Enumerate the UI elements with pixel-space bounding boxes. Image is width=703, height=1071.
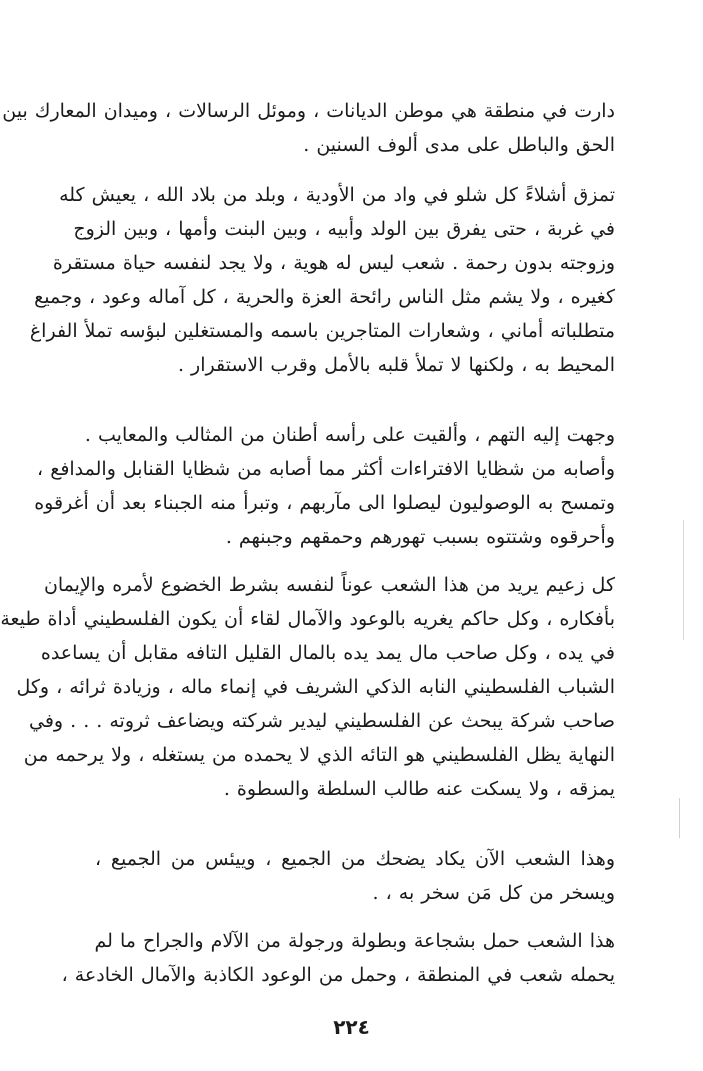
text-line: وأصابه من شظايا الافتراءات أكثر مما أصابه من شظايا القنابل والمدافع ، (37, 458, 615, 480)
text-line: النهاية يظل الفلسطيني هو التائه الذي لا يحمده من يستغله ، ولا يرحمه من (23, 744, 615, 766)
text-line: وزوجته بدون رحمة . شعب ليس له هوية ، ولا يجد لنفسه حياة مستقرة (52, 252, 615, 274)
text-line: كل زعيم يريد من هذا الشعب عوناً لنفسه بشرط الخضوع لأمره والإيمان (43, 574, 615, 596)
text-line: متطلباته أماني ، وشعارات المتاجرين باسمه والمستغلين لبؤسه تملأ الفراغ (29, 320, 615, 342)
text-line: وجهت إليه التهم ، وألقيت على رأسه أطنان من المثالب والمعايب . (84, 424, 615, 446)
text-line: صاحب شركة يبحث عن الفلسطيني ليدير شركته ويضاعف ثروته . . . وفي (29, 710, 615, 732)
paragraph-6 (61, 924, 615, 992)
text-line: بأفكاره ، وكل حاكم يغريه بالوعود والآمال لقاء أن يكون الفلسطيني أداة طيعة (0, 608, 615, 630)
text-line: وأحرقوه وشتتوه بسبب تهورهم وحمقهم وجبنهم . (225, 526, 615, 548)
text-line: الشباب الفلسطيني النابه الذكي الشريف في إنماء ماله ، وزيادة ثرائه ، وكل (16, 676, 615, 698)
text-line: دارت في منطقة هي موطن الديانات ، وموئل الرسالات ، وميدان المعارك بين (2, 100, 615, 122)
text-line: في غربة ، حتى يفرق بين الولد وأبيه ، وبين البنت وأمها ، وبين الزوج (73, 218, 615, 240)
text-line: ويسخر من كل مَن سخر به ، . (372, 882, 615, 904)
text-line: وهذا الشعب الآن يكاد يضحك من الجميع ، وييئس من الجميع ، (95, 848, 615, 870)
paragraph-4 (0, 568, 615, 806)
text-line: كغيره ، ولا يشم مثل الناس رائحة العزة والحرية ، كل آماله وعود ، وجميع (34, 286, 615, 308)
text-line: تمزق أشلاءً كل شلو في واد من الأودية ، وبلد من بلاد الله ، يعيش كله (59, 184, 615, 206)
page-number: ٢٢٤ (333, 1015, 370, 1039)
text-line: يحمله شعب في المنطقة ، وحمل من الوعود الكاذبة والآمال الخادعة ، (61, 964, 615, 986)
text-line: هذا الشعب حمل بشجاعة وبطولة ورجولة من الآلام والجراح ما لم (94, 930, 615, 952)
margin-scan-mark (683, 520, 684, 640)
margin-scan-mark (679, 798, 680, 838)
paragraph-1 (2, 94, 615, 162)
text-line: في يده ، وكل صاحب مال يمد يده بالمال القليل التافه مقابل أن يساعده (40, 642, 615, 664)
paragraph-2 (29, 178, 615, 382)
text-line: وتمسح به الوصوليون ليصلوا الى مآربهم ، وتبرأ منه الجبناء بعد أن أغرقوه (34, 492, 615, 514)
text-line: الحق والباطل على مدى ألوف السنين . (303, 134, 615, 156)
text-line: المحيط به ، ولكنها لا تملأ قلبه بالأمل وقرب الاستقرار . (177, 354, 615, 376)
paragraph-3 (34, 418, 615, 554)
text-line: يمزقه ، ولا يسكت عنه طالب السلطة والسطوة . (223, 778, 615, 800)
paragraph-5 (95, 842, 615, 910)
